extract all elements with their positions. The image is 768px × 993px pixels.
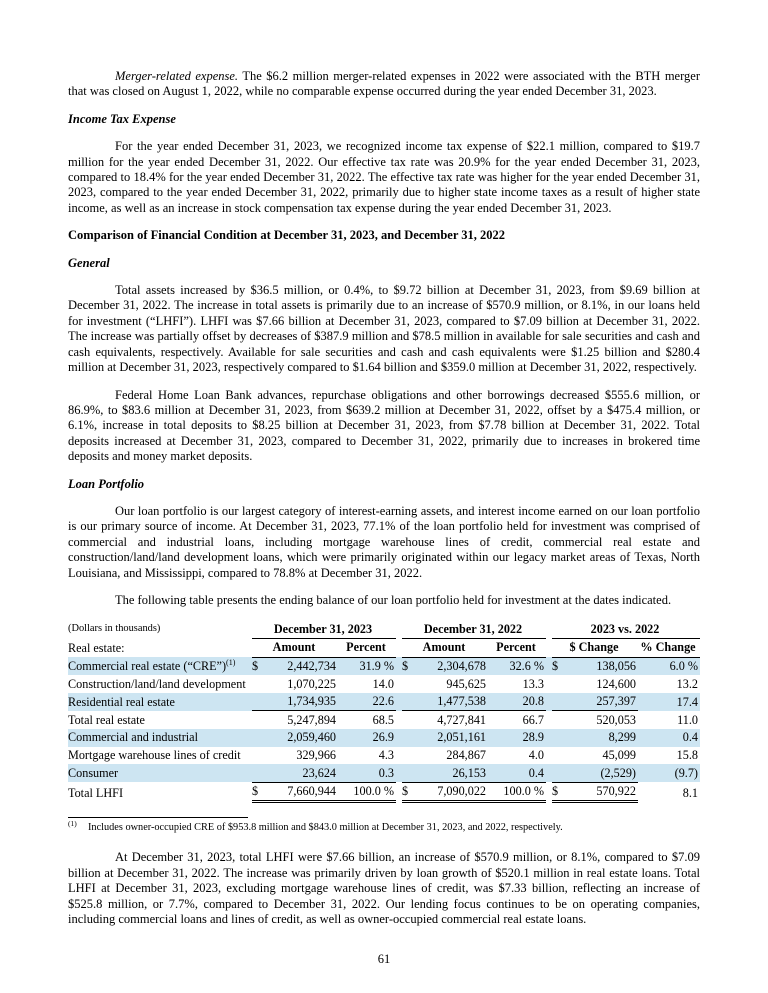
cell-percent-2022: 100.0 % [488,782,546,802]
row-label-header: Real estate: [68,640,125,655]
cell-amount-2023: 23,624 [266,764,338,782]
cell-dollar-sign [402,675,416,693]
cell-percent-change: 0.4 [682,730,698,745]
paragraph-lead-italic: Merger-related expense. [115,69,239,83]
cell-dollar-change: 8,299 [608,730,636,745]
cell-percent-2023: 4.3 [378,748,394,763]
page-number: 61 [377,951,391,966]
cell-dollar-sign [552,729,566,747]
cell-amount-2023: 5,247,894 [287,712,336,727]
cell-percent-2022: 32.6 % [509,659,544,674]
paragraph-lhfi-summary: At December 31, 2023, total LHFI were $7.66 billion, an increase of $570.9 million, or 8.1%, compared to $7.09 billion at December 31, 2022. The increase was primarily driven by loan growth of $520.1 million in real estate loans. Total LHFI at December 31, 2023, excluding mortgage warehouse lines of credit, was $7.33 billion, reflecting an increase of $525.8 million, or 7.7%, compared to December 31, 2022. Our lending focus continues to be on operating companies, including commercial loans and lines of credit, as well as owner-occupied commercial real estate loans. [68,850,700,926]
cell-dollar-sign [552,747,566,765]
cell-dollar-change: 520,053 [596,712,636,727]
cell-dollar-sign [402,693,416,711]
cell-amount-2022: 284,867 [446,748,486,763]
column-header-amount-2023: Amount [252,638,338,657]
table-column-header-row [68,638,700,657]
cell-dollar-sign [252,764,266,782]
cell-dollar-sign [252,693,266,711]
row-label: Total LHFI [68,785,123,800]
paragraph-fhlb-borrowings: Federal Home Loan Bank advances, repurchase obligations and other borrowings decreased $555.6 million, or 86.9%, to $83.6 million at December 31, 2023, from $639.2 million at December 31, 2022, offset by a $475.4 million, or 6.1%, increase in total deposits to $8.25 billion at December 31, 2023, from $7.78 billion at December 31, 2022. Total deposits increased at December 31, 2023, compared to December 31, 2022, primarily due to increases in brokered time deposits and money market deposits. [68,387,700,464]
cell-dollar-change: (2,529) [566,764,638,782]
cell-percent-2022: 66.7 [522,712,544,727]
cell-amount-2023: 1,734,935 [266,693,338,711]
cell-percent-2023: 22.6 [338,693,396,711]
cell-percent-change: 6.0 % [669,659,698,674]
paragraph-table-intro: The following table presents the ending balance of our loan portfolio held for investment at the dates indicated. [115,592,672,607]
cell-percent-2023: 68.5 [372,712,394,727]
group-header-2023: December 31, 2023 [252,620,396,638]
cell-dollar-change: 257,397 [566,693,638,711]
column-header-amount-2022: Amount [402,638,488,657]
cell-dollar-change: 124,600 [596,676,636,691]
cell-amount-2023: 1,070,225 [287,676,336,691]
cell-amount-2023: 7,660,944 [266,782,338,802]
cell-percent-change: 11.0 [677,712,698,727]
table-row-mortgage-warehouse [68,747,700,765]
heading-loan-portfolio: Loan Portfolio [68,476,145,491]
paragraph-text: The $6.2 million merger-related expenses in 2022 were associated with the BTH merger that was closed on August 1, 2022, while no comparable expense occurred during the year ended December 31, 2023. [68,69,700,99]
cell-amount-2022: 945,625 [446,676,486,691]
cell-amount-2023: 329,966 [296,748,336,763]
column-header-percent-2022: Percent [488,638,546,657]
footnote: $^{(1)}$ Includes owner-occupied CRE of $953.8 million and $843.0 million at December 31, 2023, and 2022, respectively. [68,818,563,834]
cell-percent-2023: 14.0 [372,676,394,691]
row-label: Commercial and industrial [68,730,198,745]
cell-percent-change: 17.4 [676,694,698,709]
row-label: Consumer [68,766,119,781]
cell-dollar-sign [552,675,566,693]
cell-percent-change: 8.1 [682,785,698,800]
cell-percent-2022: 20.8 [488,693,546,711]
table-row-construction-land [68,675,700,693]
cell-amount-2022: 1,477,538 [416,693,488,711]
cell-dollar-sign: $ [552,782,566,802]
table-units-label: (Dollars in thousands) [68,623,161,635]
cell-amount-2022: 26,153 [416,764,488,782]
row-label: Total real estate [68,712,145,727]
group-header-2022: December 31, 2022 [402,620,546,638]
table-group-header-row [68,620,700,638]
cell-dollar-sign: $ [252,782,266,802]
cell-dollar-sign [402,729,416,747]
cell-percent-2023: 31.9 % [359,659,394,674]
table-row-commercial-industrial [68,729,700,747]
cell-percent-2022: 0.4 [488,764,546,782]
cell-amount-2023: 2,442,734 [287,659,336,674]
cell-dollar-sign: $ [402,659,409,674]
cell-dollar-sign: $ [552,659,559,674]
footnote-ref: (1) [226,658,236,667]
heading-comparison-financial-condition: Comparison of Financial Condition at December 31, 2023, and December 31, 2022 [68,228,506,243]
cell-amount-2022: 2,051,161 [437,730,486,745]
cell-percent-change: 15.8 [676,748,698,763]
group-header-change: 2023 vs. 2022 [552,620,700,638]
cell-dollar-sign: $ [252,659,259,674]
footnote-text: Includes owner-occupied CRE of $953.8 million and $843.0 million at December 31, 2023, and 2022, respectively. [88,822,563,834]
table-row-residential-real-estate [68,693,700,711]
paragraph-loan-portfolio: Our loan portfolio is our largest category of interest-earning assets, and interest income earned on our loan portfolio is our primary source of income. At December 31, 2023, 77.1% of the loan portfolio held for investment was comprised of commercial and industrial loans, including mortgage warehouse lines of credit, commercial real estate and construction/land/land development loans, which were primarily originated within our legacy market areas of Texas, North Louisiana, and Mississippi, compared to 78.8% at December 31, 2022. [68,503,700,580]
column-header-dollar-change: $ Change [552,638,638,657]
cell-dollar-sign [252,711,266,729]
cell-percent-change: 13.2 [676,676,698,691]
cell-dollar-change: 138,056 [596,659,636,674]
cell-percent-2023: 26.9 [372,730,394,745]
table-row-commercial-real-estate [68,657,700,675]
cell-percent-2022: 28.9 [522,730,544,745]
row-label [68,657,252,675]
cell-dollar-sign [552,764,566,782]
cell-percent-2022: 4.0 [528,748,544,763]
row-label-text: Commercial real estate (“CRE”) [68,659,227,674]
column-header-percent-change: % Change [638,638,700,657]
heading-general: General [68,255,110,270]
cell-amount-2022: 2,304,678 [437,659,486,674]
paragraph-income-tax: For the year ended December 31, 2023, we recognized income tax expense of $22.1 million, compared to $19.7 million for the year ended December 31, 2022. Our effective tax rate was 20.9% for the year ended December 31, 2023, compared to 18.4% for the year ended December 31, 2022. The effective tax rate was higher for the year ended December 31, 2023, compared to the year ended December 31, 2022, primarily due to higher state income taxes as a result of higher state income, as well as an increase in stock compensation tax expense during the year ended December 31, 2023. [68,139,700,215]
table-row-total-real-estate [68,711,700,729]
cell-dollar-sign [552,711,566,729]
cell-dollar-sign [402,747,416,765]
footnote-divider [68,817,248,818]
paragraph-total-assets: Total assets increased by $36.5 million, or 0.4%, to $9.72 billion at December 31, 2023, from $9.69 billion at December 31, 2022. The increase in total assets is primarily due to an increase of $570.9 million, or 8.1%, in our loans held for investment (“LHFI”). LHFI was $7.66 billion at December 31, 2023, compared to $7.09 billion at December 31, 2022. The increase was partially offset by decreases of $387.9 million and $78.5 million in available for sale securities and cash and cash equivalents, respectively. Available for sale securities and cash and cash equivalents were $1.25 billion and $280.4 million at December 31, 2023, respectively compared to $1.64 billion and $359.0 million at December 31, 2022, respectively. [68,283,700,375]
loan-portfolio-table [68,620,700,803]
row-label: Residential real estate [68,694,175,709]
cell-dollar-sign: $ [402,782,416,802]
table-row-consumer [68,764,700,782]
cell-amount-2022: 7,090,022 [416,782,488,802]
cell-amount-2022: 4,727,841 [437,712,486,727]
cell-percent-2023: 100.0 % [338,782,396,802]
cell-dollar-change: 45,099 [602,748,636,763]
cell-percent-2022: 13.3 [522,676,544,691]
column-header-percent-2023: Percent [338,638,396,657]
cell-dollar-change: 570,922 [566,782,638,802]
cell-amount-2023: 2,059,460 [287,730,336,745]
cell-dollar-sign [552,693,566,711]
row-label: Construction/land/land development [68,676,246,691]
cell-percent-change: (9.7) [674,766,698,781]
cell-percent-2023: 0.3 [338,764,396,782]
cell-dollar-sign [252,675,266,693]
cell-dollar-sign [402,764,416,782]
row-label: Mortgage warehouse lines of credit [68,748,241,763]
cell-dollar-sign [252,729,266,747]
table-row-total-lhfi [68,782,700,802]
cell-dollar-sign [252,747,266,765]
paragraph-merger-expense [68,69,700,100]
cell-dollar-sign [402,711,416,729]
heading-income-tax-expense: Income Tax Expense [68,111,176,126]
